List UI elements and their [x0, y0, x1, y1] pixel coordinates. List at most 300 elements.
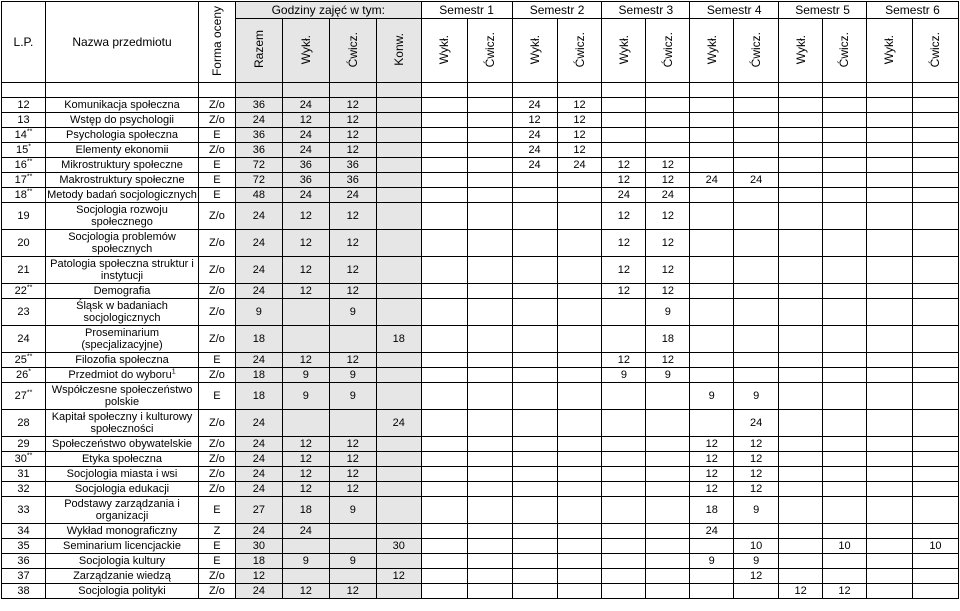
row-semester-cell — [646, 482, 690, 497]
row-semester-cell — [734, 230, 779, 257]
table-row — [2, 539, 959, 554]
table-body — [2, 98, 959, 599]
row-total: 24 — [235, 452, 282, 467]
row-semester-cell — [421, 410, 467, 437]
row-semester-cell — [512, 524, 557, 539]
row-lecture — [282, 326, 329, 353]
row-semester-cell — [557, 410, 602, 437]
row-subject: Makrostruktury społeczne — [45, 173, 198, 188]
row-semester-cell — [690, 368, 734, 383]
row-semester-cell — [779, 569, 823, 584]
row-lp: 31 — [2, 467, 46, 482]
row-semester-cell — [512, 299, 557, 326]
row-semester-cell — [734, 326, 779, 353]
row-semester-cell — [557, 188, 602, 203]
row-form: E — [199, 497, 236, 524]
row-consult — [376, 158, 421, 173]
row-consult — [376, 524, 421, 539]
row-semester-cell — [912, 326, 958, 353]
row-semester-cell — [734, 368, 779, 383]
row-subject: Śląsk w badaniach socjologicznych — [45, 299, 198, 326]
row-total: 18 — [235, 368, 282, 383]
table-row — [2, 284, 959, 299]
row-form: Z/o — [199, 584, 236, 599]
row-semester-cell — [779, 482, 823, 497]
row-semester-cell — [779, 452, 823, 467]
row-total: 24 — [235, 113, 282, 128]
row-consult — [376, 188, 421, 203]
row-subject: Socjologia polityki — [45, 584, 198, 599]
row-semester-cell: 9 — [646, 299, 690, 326]
row-semester-cell — [557, 554, 602, 569]
row-semester-cell — [602, 584, 646, 599]
row-semester-cell — [779, 230, 823, 257]
row-semester-cell — [421, 98, 467, 113]
row-semester-cell — [421, 113, 467, 128]
header-lp: L.P. — [2, 2, 46, 83]
row-form: Z/o — [199, 326, 236, 353]
row-semester-cell — [467, 98, 512, 113]
row-semester-cell: 24 — [602, 188, 646, 203]
row-lecture: 36 — [282, 158, 329, 173]
row-semester-cell — [823, 368, 867, 383]
row-semester-cell: 10 — [823, 539, 867, 554]
row-semester-cell — [823, 524, 867, 539]
row-semester-cell — [823, 284, 867, 299]
row-exercise: 9 — [329, 383, 376, 410]
row-form: Z/o — [199, 284, 236, 299]
row-semester-cell — [512, 188, 557, 203]
row-semester-cell — [512, 230, 557, 257]
row-semester-cell: 12 — [823, 584, 867, 599]
row-semester-cell — [557, 368, 602, 383]
row-subject: Socjologia kultury — [45, 554, 198, 569]
row-subject: Socjologia edukacji — [45, 482, 198, 497]
row-semester-cell — [690, 326, 734, 353]
header-total: Razem — [235, 19, 282, 83]
row-semester-cell — [866, 410, 912, 437]
row-exercise: 12 — [329, 98, 376, 113]
header-semester-4: Semestr 4 — [690, 2, 779, 19]
row-total: 36 — [235, 98, 282, 113]
row-total: 18 — [235, 326, 282, 353]
row-semester-cell — [866, 353, 912, 368]
row-lp: 28 — [2, 410, 46, 437]
row-semester-cell — [779, 554, 823, 569]
row-semester-cell: 9 — [734, 554, 779, 569]
row-semester-cell: 12 — [734, 437, 779, 452]
table-row — [2, 497, 959, 524]
row-semester-cell — [866, 128, 912, 143]
row-semester-cell — [734, 524, 779, 539]
row-total: 18 — [235, 554, 282, 569]
row-semester-cell — [602, 437, 646, 452]
row-semester-cell — [912, 383, 958, 410]
row-semester-cell — [512, 383, 557, 410]
row-semester-cell — [421, 482, 467, 497]
row-semester-cell — [512, 203, 557, 230]
row-semester-cell — [690, 410, 734, 437]
row-semester-cell — [866, 554, 912, 569]
row-lecture: 24 — [282, 524, 329, 539]
row-lecture: 12 — [282, 584, 329, 599]
row-form: Z/o — [199, 452, 236, 467]
row-semester-cell — [421, 173, 467, 188]
row-exercise — [329, 326, 376, 353]
row-exercise: 12 — [329, 284, 376, 299]
row-semester-cell — [421, 188, 467, 203]
table-row — [2, 353, 959, 368]
row-semester-cell — [779, 98, 823, 113]
row-lp: 18** — [2, 188, 46, 203]
row-semester-cell — [421, 158, 467, 173]
row-semester-cell — [779, 539, 823, 554]
row-lecture — [282, 569, 329, 584]
row-semester-cell — [421, 539, 467, 554]
row-semester-cell — [690, 128, 734, 143]
row-form: E — [199, 128, 236, 143]
row-total: 24 — [235, 203, 282, 230]
row-lp: 25** — [2, 353, 46, 368]
table-row — [2, 257, 959, 284]
row-consult — [376, 437, 421, 452]
row-semester-cell — [734, 98, 779, 113]
row-semester-cell — [734, 203, 779, 230]
row-semester-cell: 12 — [557, 98, 602, 113]
row-semester-cell — [557, 497, 602, 524]
row-semester-cell — [557, 452, 602, 467]
row-lp: 12 — [2, 98, 46, 113]
row-subject: Kapitał społeczny i kulturowy społeczności — [45, 410, 198, 437]
row-subject: Społeczeństwo obywatelskie — [45, 437, 198, 452]
row-form: E — [199, 188, 236, 203]
row-semester-cell — [690, 113, 734, 128]
table-row — [2, 188, 959, 203]
row-consult — [376, 497, 421, 524]
row-semester-cell — [912, 437, 958, 452]
row-semester-cell — [690, 158, 734, 173]
row-exercise — [329, 569, 376, 584]
row-semester-cell — [467, 467, 512, 482]
header-semester-3: Semestr 3 — [602, 2, 690, 19]
row-semester-cell — [421, 368, 467, 383]
row-exercise: 9 — [329, 554, 376, 569]
row-semester-cell — [602, 554, 646, 569]
row-semester-cell — [467, 326, 512, 353]
row-semester-cell — [602, 452, 646, 467]
row-lecture: 12 — [282, 257, 329, 284]
row-lecture: 9 — [282, 383, 329, 410]
row-semester-cell: 12 — [646, 257, 690, 284]
row-semester-cell: 24 — [646, 188, 690, 203]
row-form: Z/o — [199, 257, 236, 284]
row-semester-cell — [823, 257, 867, 284]
row-semester-cell — [912, 284, 958, 299]
row-semester-cell — [421, 383, 467, 410]
row-semester-cell — [467, 158, 512, 173]
row-lecture: 12 — [282, 467, 329, 482]
row-lp: 27** — [2, 383, 46, 410]
row-subject: Zarządzanie wiedzą — [45, 569, 198, 584]
row-semester-cell: 24 — [512, 98, 557, 113]
row-exercise: 36 — [329, 173, 376, 188]
row-subject: Komunikacja społeczna — [45, 98, 198, 113]
row-semester-cell — [421, 452, 467, 467]
row-exercise: 36 — [329, 158, 376, 173]
row-semester-cell — [421, 257, 467, 284]
row-semester-cell: 12 — [602, 353, 646, 368]
row-semester-cell — [734, 113, 779, 128]
row-form: E — [199, 539, 236, 554]
row-semester-cell — [866, 203, 912, 230]
row-form: E — [199, 383, 236, 410]
row-semester-cell — [557, 437, 602, 452]
row-semester-cell — [912, 113, 958, 128]
curriculum-table — [1, 1, 959, 599]
row-consult — [376, 554, 421, 569]
row-form: Z/o — [199, 368, 236, 383]
row-semester-cell — [866, 452, 912, 467]
row-lecture: 18 — [282, 497, 329, 524]
row-semester-cell — [690, 203, 734, 230]
row-semester-cell — [602, 383, 646, 410]
row-semester-cell: 24 — [690, 524, 734, 539]
row-total: 24 — [235, 524, 282, 539]
header-sem-sub: Ćwicz. — [912, 19, 958, 83]
row-semester-cell — [421, 326, 467, 353]
row-semester-cell — [823, 326, 867, 353]
row-semester-cell — [912, 482, 958, 497]
row-semester-cell — [557, 203, 602, 230]
row-semester-cell — [512, 569, 557, 584]
row-semester-cell — [557, 584, 602, 599]
table-row — [2, 467, 959, 482]
row-semester-cell — [690, 143, 734, 158]
row-semester-cell — [602, 467, 646, 482]
row-semester-cell — [866, 326, 912, 353]
row-semester-cell — [557, 230, 602, 257]
row-semester-cell — [912, 467, 958, 482]
row-semester-cell — [602, 299, 646, 326]
row-semester-cell — [690, 584, 734, 599]
row-lp: 35 — [2, 539, 46, 554]
table-row — [2, 383, 959, 410]
row-lecture: 12 — [282, 113, 329, 128]
table-row — [2, 203, 959, 230]
row-semester-cell: 10 — [734, 539, 779, 554]
row-semester-cell — [912, 584, 958, 599]
row-lecture: 12 — [282, 353, 329, 368]
row-semester-cell — [646, 143, 690, 158]
row-semester-cell — [823, 128, 867, 143]
row-semester-cell — [734, 188, 779, 203]
row-semester-cell — [823, 230, 867, 257]
row-semester-cell: 12 — [779, 584, 823, 599]
row-total: 36 — [235, 128, 282, 143]
row-semester-cell — [512, 410, 557, 437]
row-semester-cell — [823, 452, 867, 467]
row-semester-cell — [823, 554, 867, 569]
row-semester-cell — [690, 230, 734, 257]
row-semester-cell: 12 — [602, 284, 646, 299]
row-semester-cell — [866, 143, 912, 158]
row-semester-cell — [646, 113, 690, 128]
row-semester-cell — [646, 524, 690, 539]
row-semester-cell — [734, 353, 779, 368]
row-semester-cell: 24 — [557, 158, 602, 173]
row-exercise: 12 — [329, 482, 376, 497]
row-lecture — [282, 410, 329, 437]
row-semester-cell — [912, 257, 958, 284]
row-lp: 16** — [2, 158, 46, 173]
row-semester-cell — [779, 299, 823, 326]
row-semester-cell — [690, 569, 734, 584]
row-semester-cell — [734, 284, 779, 299]
row-semester-cell — [646, 98, 690, 113]
row-semester-cell — [421, 497, 467, 524]
row-semester-cell: 12 — [690, 467, 734, 482]
row-consult — [376, 230, 421, 257]
row-semester-cell — [512, 452, 557, 467]
table-row — [2, 299, 959, 326]
header-hours-group: Godziny zajęć w tym: — [235, 2, 421, 19]
row-semester-cell — [646, 539, 690, 554]
row-semester-cell: 12 — [646, 230, 690, 257]
row-semester-cell — [512, 437, 557, 452]
row-semester-cell — [866, 368, 912, 383]
row-form: Z/o — [199, 482, 236, 497]
row-semester-cell — [823, 203, 867, 230]
row-semester-cell — [690, 98, 734, 113]
row-semester-cell — [467, 353, 512, 368]
row-semester-cell — [912, 524, 958, 539]
row-semester-cell — [690, 284, 734, 299]
row-semester-cell: 12 — [734, 569, 779, 584]
row-subject: Współczesne społeczeństwo polskie — [45, 383, 198, 410]
table-row — [2, 326, 959, 353]
row-semester-cell — [912, 299, 958, 326]
row-semester-cell — [557, 383, 602, 410]
row-form: Z/o — [199, 143, 236, 158]
row-total: 12 — [235, 569, 282, 584]
row-total: 24 — [235, 353, 282, 368]
table-row — [2, 410, 959, 437]
row-total: 48 — [235, 188, 282, 203]
row-consult — [376, 203, 421, 230]
row-semester-cell — [467, 452, 512, 467]
row-semester-cell — [779, 326, 823, 353]
row-semester-cell — [866, 299, 912, 326]
row-subject: Socjologia problemów społecznych — [45, 230, 198, 257]
row-lp: 17** — [2, 173, 46, 188]
row-semester-cell — [512, 584, 557, 599]
header-semester-5: Semestr 5 — [779, 2, 867, 19]
row-subject: Patologia społeczna struktur i instytucji — [45, 257, 198, 284]
row-semester-cell — [512, 284, 557, 299]
table-row — [2, 452, 959, 467]
row-semester-cell — [866, 467, 912, 482]
row-total: 24 — [235, 467, 282, 482]
row-exercise: 12 — [329, 143, 376, 158]
row-semester-cell: 12 — [734, 467, 779, 482]
header-sem-sub: Wykł. — [602, 19, 646, 83]
row-semester-cell — [467, 569, 512, 584]
row-semester-cell — [866, 569, 912, 584]
row-lp: 36 — [2, 554, 46, 569]
row-semester-cell — [912, 452, 958, 467]
row-semester-cell — [912, 554, 958, 569]
row-subject: Elementy ekonomii — [45, 143, 198, 158]
row-lp: 29 — [2, 437, 46, 452]
row-exercise: 12 — [329, 203, 376, 230]
row-total: 24 — [235, 482, 282, 497]
row-semester-cell — [467, 188, 512, 203]
row-semester-cell — [734, 584, 779, 599]
row-semester-cell: 24 — [512, 158, 557, 173]
row-semester-cell: 9 — [602, 368, 646, 383]
row-total: 27 — [235, 497, 282, 524]
row-exercise: 12 — [329, 353, 376, 368]
row-semester-cell — [912, 203, 958, 230]
row-total: 30 — [235, 539, 282, 554]
row-semester-cell — [646, 452, 690, 467]
row-semester-cell — [467, 257, 512, 284]
row-semester-cell — [467, 284, 512, 299]
row-semester-cell — [866, 230, 912, 257]
row-semester-cell: 24 — [734, 410, 779, 437]
row-semester-cell — [467, 524, 512, 539]
row-subject: Podstawy zarządzania i organizacji — [45, 497, 198, 524]
row-semester-cell — [779, 368, 823, 383]
row-semester-cell: 12 — [602, 158, 646, 173]
row-semester-cell — [467, 368, 512, 383]
table-row — [2, 554, 959, 569]
row-semester-cell — [557, 299, 602, 326]
row-lecture: 9 — [282, 368, 329, 383]
row-semester-cell — [421, 353, 467, 368]
row-semester-cell — [823, 482, 867, 497]
row-semester-cell — [602, 326, 646, 353]
row-semester-cell — [512, 497, 557, 524]
row-semester-cell — [823, 299, 867, 326]
row-exercise: 9 — [329, 299, 376, 326]
header-sem-sub: Wykł. — [512, 19, 557, 83]
row-semester-cell — [512, 482, 557, 497]
row-semester-cell — [421, 524, 467, 539]
row-lecture: 12 — [282, 452, 329, 467]
row-consult — [376, 467, 421, 482]
header-sem-sub: Ćwicz. — [734, 19, 779, 83]
row-semester-cell — [646, 383, 690, 410]
header-form-label: Forma oceny — [209, 5, 224, 77]
row-semester-cell — [779, 524, 823, 539]
header-consult: Konw. — [376, 19, 421, 83]
row-semester-cell — [823, 158, 867, 173]
row-semester-cell — [646, 410, 690, 437]
row-semester-cell: 18 — [690, 497, 734, 524]
row-form: Z/o — [199, 569, 236, 584]
row-semester-cell: 12 — [734, 452, 779, 467]
row-semester-cell — [557, 257, 602, 284]
row-consult: 30 — [376, 539, 421, 554]
row-semester-cell — [421, 467, 467, 482]
header-semester-6: Semestr 6 — [866, 2, 958, 19]
row-semester-cell — [602, 98, 646, 113]
row-semester-cell: 12 — [646, 203, 690, 230]
row-form: Z/o — [199, 230, 236, 257]
header-sem-sub: Ćwicz. — [646, 19, 690, 83]
row-consult — [376, 452, 421, 467]
